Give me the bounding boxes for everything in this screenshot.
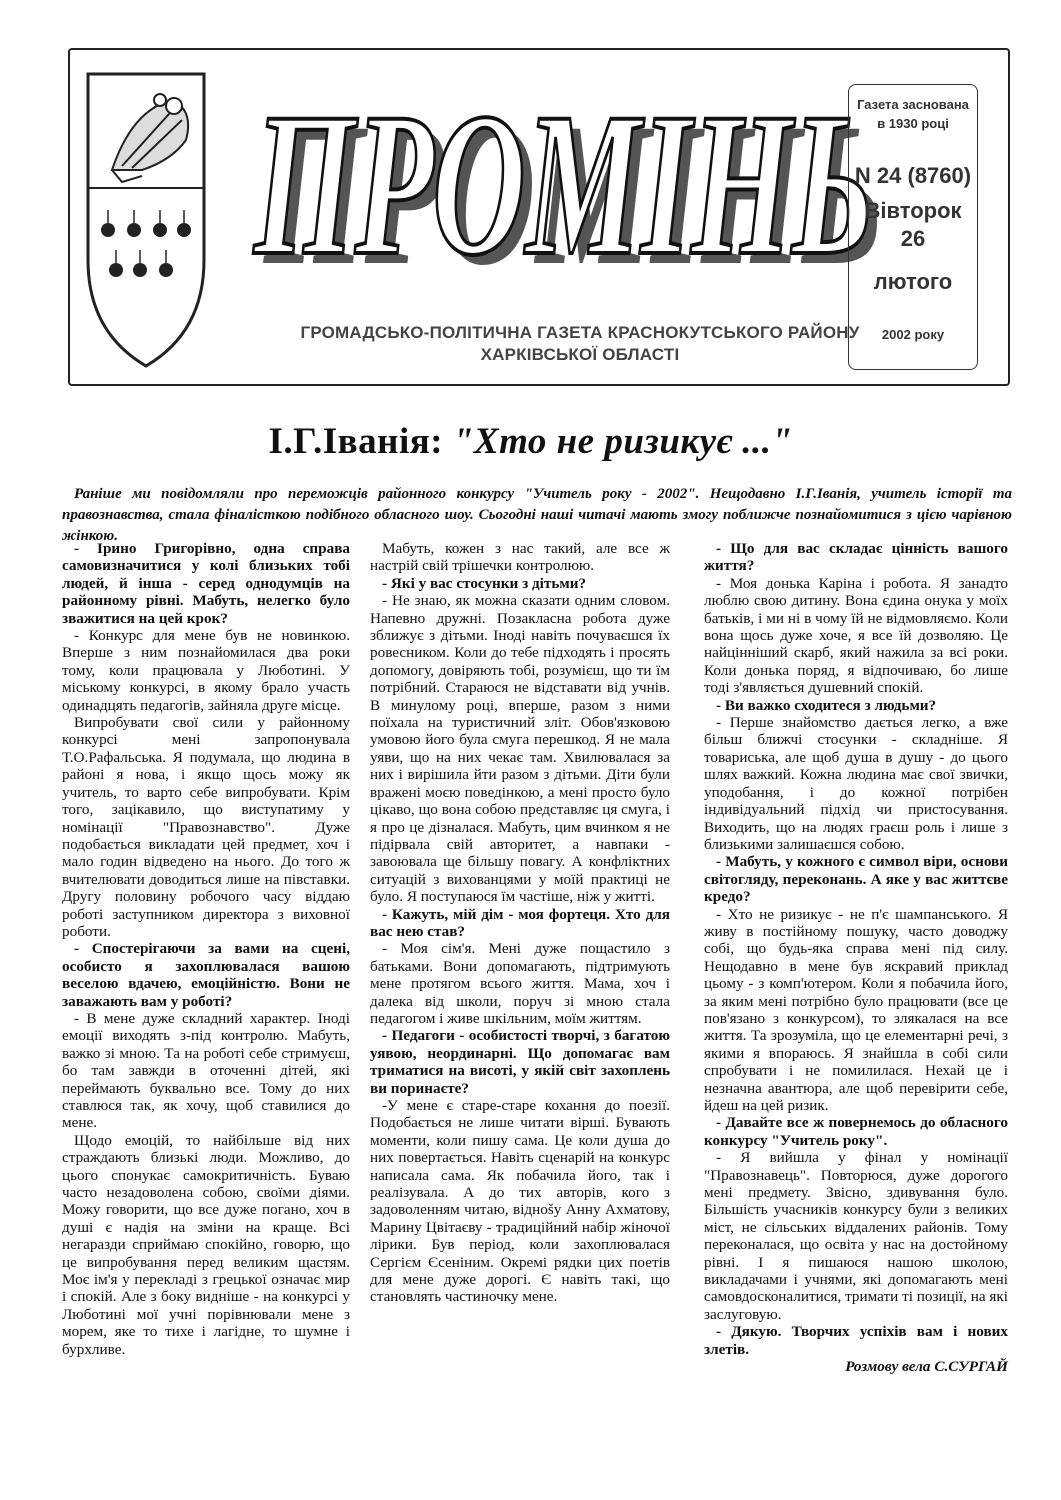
interview-question: - Кажуть, мій дім - моя фортеця. Хто для вас нею став? bbox=[370, 905, 670, 940]
svg-text:ПРОМІНЬ: ПРОМІНЬ bbox=[252, 71, 875, 298]
article-column-3 bbox=[704, 540, 1008, 1376]
issue-year: 2002 року bbox=[881, 327, 945, 342]
issue-day: 26 bbox=[900, 226, 926, 251]
svg-text:ПРОМІНЬ: ПРОМІНЬ bbox=[262, 81, 884, 308]
issue-month: лютого bbox=[873, 269, 953, 294]
interview-question: - Педагоги - особистості творчі, з багатою уявою, неординарні. Що допомагає вам триматися на висоті, у якій світ захоплень ви поринаєте? bbox=[370, 1027, 670, 1097]
interview-answer: - Хто не ризикує - не п'є шампанського. Я живу в постійному пошуку, часто доводжу собі, що будь-яка справа мені під силу. Нещодавно в мене був яскравий приклад цьому - з комп'ютером. Коли я побачила його, за яким мені потрібно було працювати (все це пов'язано з конкурсом), то злякалася на все життя. Та зрозуміла, що це елементарні речі, з якими я впораюсь. Я знайшла в собі сили спробувати і не помилилася. Нехай це і незначна авантюра, але щоб перевірити себе, йдеш на цей ризик. bbox=[704, 905, 1008, 1114]
interview-answer: - Моя сім'я. Мені дуже пощастило з батьками. Вони допомагають, підтримують мене протягом всього життя. Мама, хоч і далека від школи, поруч зі мною стала педагогом і живе шкільним, моїм життям. bbox=[370, 940, 670, 1027]
issue-weekday: Вівторок bbox=[864, 198, 962, 223]
founded-note: Газета заснована в 1930 році bbox=[857, 97, 969, 131]
interview-answer: - Перше знайомство дається легко, а вже більш ближчі стосунки - складніше. Я товариська, але щоб душа в душу - до цього шлях важкий. Кожна людина має свої звички, уподобання, і до кожної потрібен індивідуальний підхід чи пристосування. Виходить, що на людях граєш роль і лише з близькими залишаєшся собою. bbox=[704, 714, 1008, 853]
article-column-2 bbox=[370, 540, 670, 1306]
article-column-1 bbox=[62, 540, 350, 1358]
interview-answer: - Моя донька Каріна і робота. Я занадто люблю свою дитину. Вона єдина онука у моїх батьків, і ми ні в чому їй не відмовляємо. Коли вона щось дуже хоче, я все їй дозволяю. Це найцінніший скарб, який нажила за всі роки. Коли донька поряд, я відпочиваю, бо лише тоді з'являється душевний спокій. bbox=[704, 574, 1008, 697]
interview-question: - Ви важко сходитеся з людьми? bbox=[716, 696, 937, 714]
article-signature: Розмову вела С.СУРГАЙ bbox=[845, 1358, 1008, 1376]
headline-quote: "Хто не ризикує ..." bbox=[452, 421, 793, 462]
interview-question: - Дякую. Творчих успіхів вам і нових злетів. bbox=[704, 1323, 1008, 1358]
masthead bbox=[68, 48, 1010, 386]
interview-question: - Давайте все ж повернемось до обласного конкурсу "Учитель року". bbox=[704, 1114, 1008, 1149]
article-headline bbox=[0, 420, 1061, 464]
interview-question: - Що для вас складає цінність вашого життя? bbox=[704, 540, 1008, 575]
interview-answer: Випробувати свої сили у районному конкурсі мені запропонувала Т.О.Рафальська. Я подумала, що людина в районі я нова, і якщо щось можу як учитель, то варто себе випробувати. Крім того, зацікавило, що виступатиму у номінації "Правознавство". Дуже подобається викладати цей предмет, хоч і мало годин відведено на нього. До того ж вчителювати доводиться лише на півставки. Другу половину робочого часу віддаю роботі заступником директора з виховної роботи. bbox=[62, 714, 350, 940]
interview-question: - Мабуть, у кожного є символ віри, основи світогляду, переконань. А яке у вас життєве кредо? bbox=[704, 853, 1008, 906]
interview-answer: -У мене є старе-старе кохання до поезії. Подобається не лише читати вірші. Бувають моменти, коли пишу сама. Це коли душа до них повертається. Навіть сценарій на конкурс написала сама. Як побачила його, так і реалізувала. А до тих авторів, кого з задоволенням читаю, віднošу Анну Ахматову, Марину Цвітаєву - традиційний набір жіночої лірики. Був період, коли захоплювалася Сергієм Єсеніним. Окремі рядки цих поетів для мене дуже дорогі. Є навіть такі, що становлять частиночку мене. bbox=[370, 1097, 670, 1306]
coat-of-arms-icon bbox=[82, 70, 210, 370]
interview-answer: - Я вийшла у фінал у номінації "Правознавець". Повторюся, дуже дорогого мені предмету. Звісно, здивування було. Більшість учасників конкурсу були з великих міст, не сільських віддалених районів. Тому переконалася, що освіта у нас на достойному рівні. І я пишаюся нашою школою, викладачами і учнями, які допомагають мені самовдосконалитися, тримати ті позиції, на які заслуговую. bbox=[704, 1149, 1008, 1323]
issue-info-box bbox=[848, 84, 978, 370]
newspaper-title bbox=[250, 58, 910, 330]
interview-answer: Щодо емоцій, то найбільше від них страждають близькі люди. Можливо, до цього спонукає самокритичність. Буваю часто незадоволена собою, своїми діями. Можу говорити, що все дуже погано, хоч в душі є надія на зміни на краще. Всі негаразди сприймаю спокійно, говорю, що це випробування перед великим щастям. Моє ім'я у перекладі з грецької означає мир і спокій. Але з боку видніше - на конкурсі у Люботині мої учні порівнювали мене з морем, яке то тихе і лагідне, то шумне і бурхливе. bbox=[62, 1131, 350, 1358]
article-intro: Раніше ми повідомляли про переможців районного конкурсу "Учитель року - 2002". Нещодавно І.Г.Іванія, учитель історії та правознавства, стала фіналісткою подібного обласного шоу. Сьогодні наші читачі мають змогу поближче познайомитися з цією чарівною жінкою. bbox=[62, 486, 1012, 544]
interview-question: - Спостерігаючи за вами на сцені, особисто я захоплювалася вашою веселою вдачею, емоційністю. Вони не заважають вам у роботі? bbox=[62, 940, 350, 1010]
interview-question: - Які у вас стосунки з дітьми? bbox=[382, 574, 587, 592]
interview-answer: - Не знаю, як можна сказати одним словом. Напевно дружні. Позакласна робота дуже зближує з дітьми. Іноді навіть почуваєшся їх ровесником. Коли до тебе підходять і просять допомогу, довіряють тобі, розумієш, що ти їм потрібний. Стараюся не відставати від учнів. В минулому році, вперше, разом з ними поїхала на туристичний зліт. Обов'язковою умовою його була смуга перешкод. Я не мала уяви, що на них чекає там. Хвилювалася за них і вирішила йти разом з дітьми. Діти були вражені моєю поведінкою, а мені просто було цікаво, що вона собою представляє ця смуга, і я про це дізналася. Мабуть, цим вчинком я не підірвала свій авторитет, а навпаки - завоювала ще більшу повагу. А конфліктних ситуацій з вихованцями у моїй практиці не було. Я поступаюся їм частіше, ніж у житті. bbox=[370, 592, 670, 906]
issue-number: N 24 (8760) bbox=[854, 163, 972, 188]
interview-answer: Мабуть, кожен з нас такий, але все ж настрій свій трішечки контролюю. bbox=[370, 540, 670, 575]
interview-answer: - Конкурс для мене був не новинкою. Вперше з ним познайомилася два роки тому, коли працювала у Люботині. У міському конкурсі, в якому брало участь одинадцять педагогів, зайняла друге місце. bbox=[62, 627, 350, 714]
interview-question: - Ірино Григорівно, одна справа самовизначитися у колі близьких тобі людей, й інша - серед однодумців на районному рівні. Мабуть, нелегко було зважитися на цей крок? bbox=[62, 540, 350, 627]
headline-name: І.Г.Іванія: bbox=[268, 421, 444, 462]
interview-answer: - В мене дуже складний характер. Іноді емоції виходять з-під контролю. Мабуть, важко зі мною. Та на роботі себе стримуєш, бо там завжди в оточенні дітей, які переймають буквально все. Тому до них ставлюся так, як хочу, щоб ставилися до мене. bbox=[62, 1009, 350, 1132]
newspaper-subtitle: ГРОМАДСЬКО-ПОЛІТИЧНА ГАЗЕТА КРАСНОКУТСЬКОГО РАЙОНУ ХАРКІВСЬКОЇ ОБЛАСТІ bbox=[300, 323, 860, 364]
